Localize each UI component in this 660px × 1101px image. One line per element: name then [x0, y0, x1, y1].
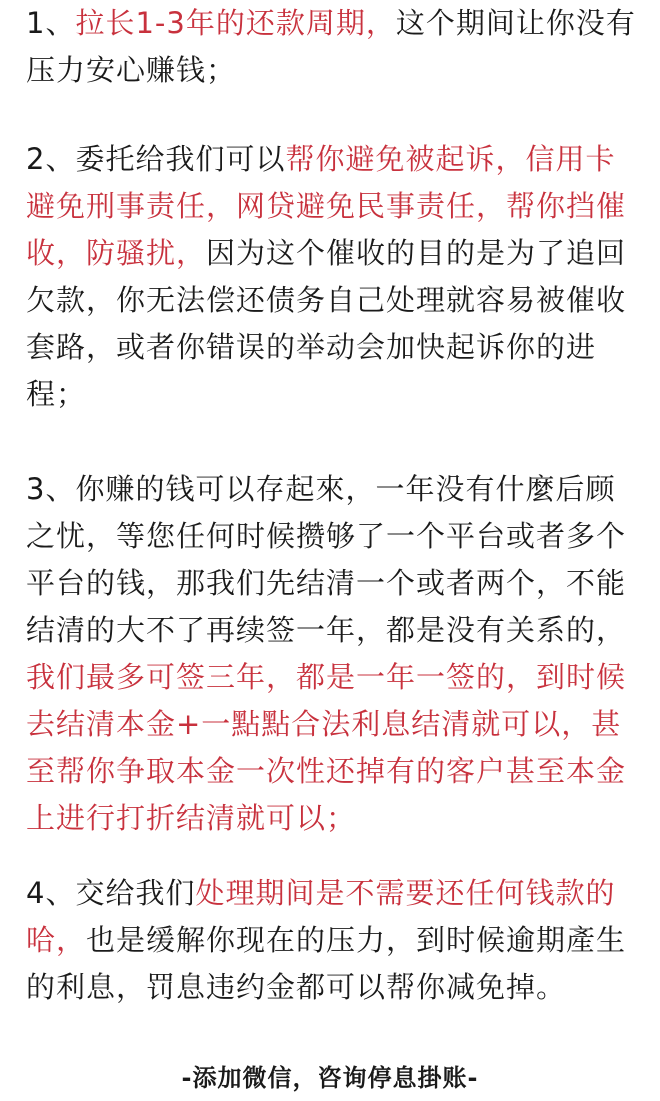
paragraph-2-text: 因为这个催收的目的是为了追回欠款，你无法偿还债务自己处理就容易被催收套路，或者你错误的举动会加快起诉你的进程； — [26, 236, 627, 411]
paragraph-1-text: 1、 — [26, 6, 76, 40]
footer-cta: -添加微信，咨询停息掛账- — [181, 1064, 479, 1092]
paragraph-3 — [26, 466, 638, 842]
paragraph-3-text: 3、你赚的钱可以存起來，一年没有什麼后顾之忧，等您任何时候攒够了一个平台或者多个平台的钱，那我们先结清一个或者两个，不能结清的大不了再续签一年，都是没有关系的， — [26, 472, 627, 647]
paragraph-2-text: 2、委托给我们可以 — [26, 142, 286, 176]
paragraph-4-text: 4、交给我们 — [26, 876, 196, 910]
paragraph-3-highlight: 我们最多可签三年，都是一年一签的，到时候去结清本金+一點點合法利息结清就可以，甚至帮你争取本金一次性还掉有的客户甚至本金上进行打折结清就可以； — [26, 660, 627, 835]
paragraph-1-text: 这个期间让你没有压力安心赚钱； — [26, 6, 636, 87]
paragraph-4-text: 也是缓解你现在的压力，到时候逾期產生的利息，罚息违约金都可以帮你减免掉。 — [26, 923, 627, 1004]
paragraph-2 — [26, 136, 638, 418]
paragraph-1-highlight: 拉长1-3年的还款周期， — [75, 6, 396, 40]
paragraph-2-highlight: 帮你避免被起诉，信用卡避免刑事责任，网贷避免民事责任，帮你挡催收，防骚扰， — [26, 142, 627, 270]
paragraph-4-highlight: 处理期间是不需要还任何钱款的哈， — [26, 876, 616, 957]
paragraph-4 — [26, 870, 638, 1011]
paragraph-1 — [26, 0, 638, 94]
